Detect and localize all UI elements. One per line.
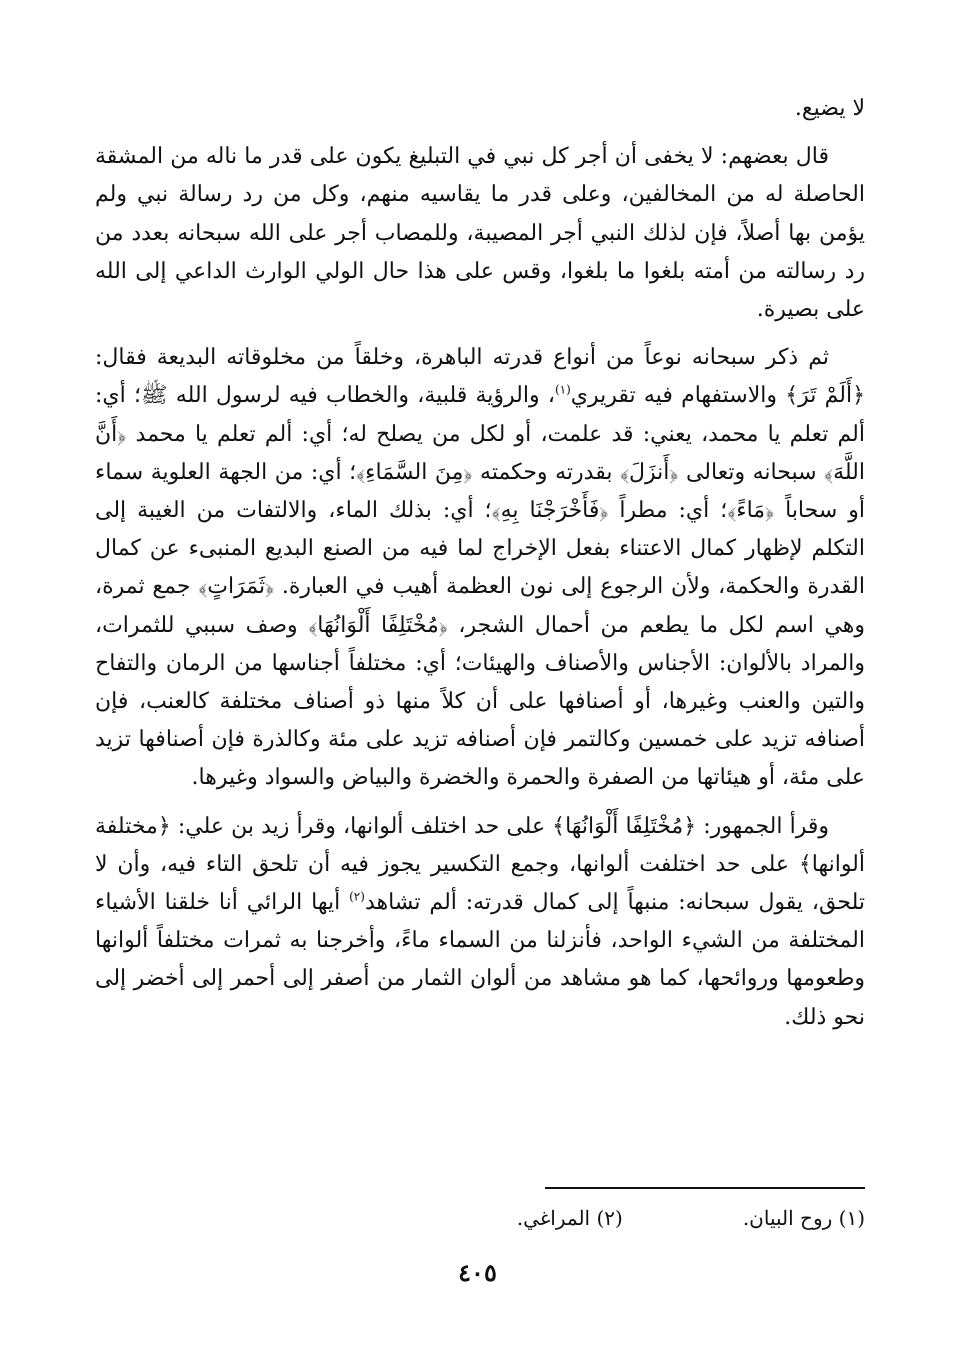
footnote-1: (١) روح البيان.: [742, 1206, 865, 1230]
page-number: ٤٠٥: [458, 1258, 497, 1287]
paragraph-3-part-1: ثم ذكر سبحانه نوعاً من أنواع قدرته الباهرة، وخلقاً من مخلوقاته البديعة فقال: ﴿أَلَمْ تَرَ﴾ والاستفهام فيه تقريري: [95, 345, 865, 409]
paragraph-3: [95, 339, 865, 797]
paragraph-3-part-2: ، والرؤية قلبية، والخطاب فيه لرسول الله ﷺ؛ أي: ألم تعلم يا محمد، يعني: قد علمت، أو لكل من يصلح له؛ أي: ألم تعلم يا محمد ﴿أَنَّ اللَّهَ﴾ سبحانه وتعالى ﴿أَنزَلَ﴾ بقدرته وحكمته ﴿مِنَ السَّمَاءِ﴾؛ أي: من الجهة العلوية سماء أو سحاباً ﴿مَاءً﴾؛ أي: مطراً ﴿فَأَخْرَجْنَا بِهِ﴾؛ أي: بذلك الماء، والالتفات من الغيبة إلى التكلم لإظهار كمال الاعتناء بفعل الإخراج لما فيه من الصنع البديع المنبىء عن كمال القدرة والحكمة، ولأن الرجوع إلى نون العظمة أهيب في العبارة. ﴿ثَمَرَاتٍ﴾ جمع ثمرة، وهي اسم لكل ما يطعم من أحمال الشجر، ﴿مُخْتَلِفًا أَلْوَانُهَا﴾ وصف سببي للثمرات، والمراد بالألوان: الأجناس والأصناف والهيئات؛ أي: مختلفاً أجناسها من الرمان والتفاح والتين والعنب وغيرها، أو أصنافها على أن كلاً منها ذو أصناف مختلفة كالعنب، فإن أصنافه تزيد على خمسين وكالتمر فإن أصنافه تزيد على مئة وكالذرة فإن أصنافها تزيد على مئة، أو هيئاتها من الصفرة والحمرة والخضرة والبياض والسواد وغيرها.: [95, 383, 865, 791]
footnote-divider: [545, 1187, 865, 1189]
paragraph-1: لا يضيع.: [794, 96, 865, 121]
paragraph-4-part-1: وقرأ الجمهور: ﴿مُخْتَلِفًا أَلْوَانُهَا﴾ على حد اختلف ألوانها، وقرأ زيد بن علي: ﴿مختلفة ألوانها﴾ على حد اختلفت ألوانها، وجمع التكسير يجوز فيه أن تلحق التاء فيه، وأن لا تلحق، يقول سبحانه: منبهاً إلى كمال قدرته: ألم تشاهد: [95, 813, 865, 916]
footnotes: [95, 1203, 865, 1233]
paragraph-4: [95, 808, 865, 1037]
footnote-2: (٢) المراغي.: [516, 1206, 623, 1230]
footnote-ref-1: (١): [554, 383, 571, 398]
paragraph-4-part-2: أيها الرائي أنا خلقنا الأشياء المختلفة من الشيء الواحد، فأنزلنا من السماء ماءً، وأخرجنا به ثمرات مختلفاً ألوانها وطعومها وروائحها، كما هو مشاهد من ألوان الثمار من أصفر إلى أحمر إلى أخضر إلى نحو ذلك.: [95, 890, 865, 1030]
page-body: [95, 90, 865, 1037]
paragraph-2: قال بعضهم: لا يخفى أن أجر كل نبي في التبليغ يكون على قدر ما ناله من المشقة الحاصلة له من المخالفين، وعلى قدر ما يقاسيه منهم، وكل من رد رسالة نبي ولم يؤمن بها أصلاً، فإن لذلك النبي أجر المصيبة، وللمصاب أجر على الله سبحانه بعدد من رد رسالته من أمته بلغوا ما بلغوا، وقس على هذا حال الولي الوارث الداعي إلى الله على بصيرة.: [95, 144, 865, 323]
footnote-ref-2: (٢): [349, 889, 365, 904]
